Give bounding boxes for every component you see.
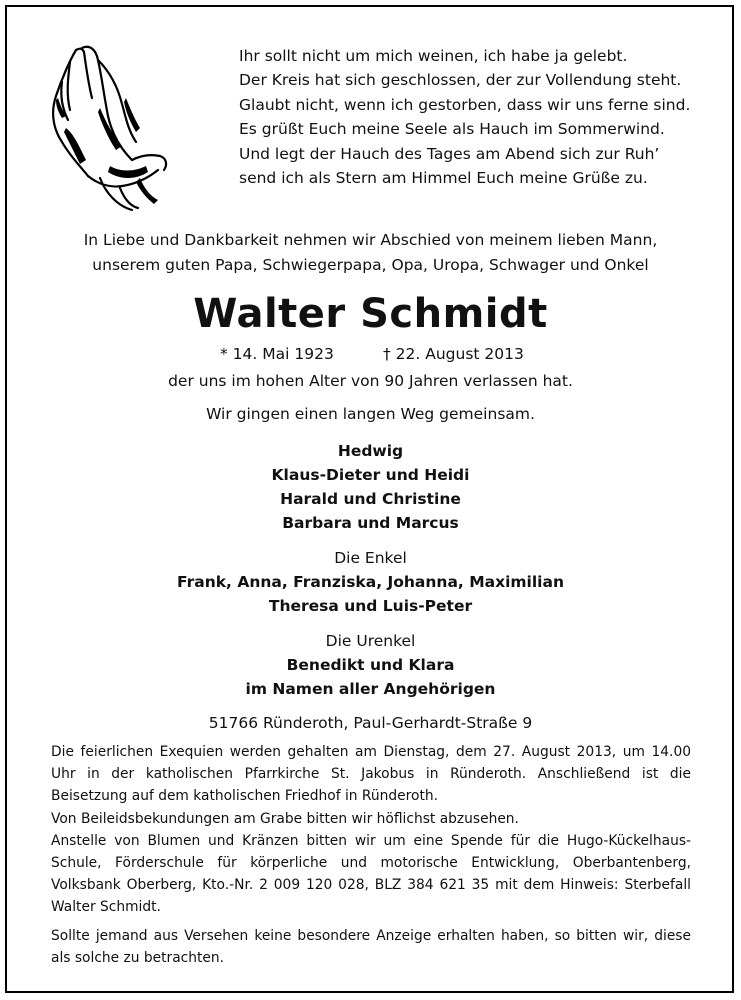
funeral-notice — [51, 741, 691, 969]
birth-date: * 14. Mai 1923 — [220, 345, 334, 363]
age-line: der uns im hohen Alter von 90 Jahren verlassen hat. — [168, 372, 573, 390]
intro-text — [0, 228, 741, 277]
poem-line: Und legt der Hauch des Tages am Abend sich zur Ruh’ — [239, 144, 660, 163]
poem-line: Ihr sollt nicht um mich weinen, ich habe ja gelebt. — [239, 47, 628, 65]
funeral-details: Die feierlichen Exequien werden gehalten am Dienstag, dem 27. August 2013, um 14.00 Uhr in der katholischen Pfarrkirche St. Jakobus in Ründeroth. Anschließend ist die Beisetzung auf dem katholischen Friedhof in Ründeroth. — [51, 744, 691, 805]
great-grandchildren-names: Benedikt und Klara — [286, 656, 455, 674]
condolence-request: Von Beileidsbekundungen am Grabe bitten wir höflichst abzusehen. — [51, 810, 519, 827]
address: 51766 Ründeroth, Paul-Gerhardt-Straße 9 — [208, 714, 533, 732]
poem-line: send ich als Stern am Himmel Euch meine Grüße zu. — [239, 169, 648, 188]
intro-line: unserem guten Papa, Schwiegerpapa, Opa, Uropa, Schwager und Onkel — [92, 255, 649, 274]
motto: Wir gingen einen langen Weg gemeinsam. — [206, 405, 535, 423]
relatives-line: im Namen aller Angehörigen — [245, 680, 496, 698]
deceased-name: Walter Schmidt — [193, 291, 548, 337]
death-date: † 22. August 2013 — [383, 345, 524, 363]
family-list — [0, 439, 741, 701]
family-member: Klaus-Dieter und Heidi — [271, 466, 470, 484]
family-member: Hedwig — [337, 442, 404, 460]
poem-line: Der Kreis hat sich geschlossen, der zur Vollendung steht. — [239, 71, 682, 90]
poem-line: Glaubt nicht, wenn ich gestorben, dass wir uns ferne sind. — [239, 95, 691, 114]
grandchildren-label: Die Enkel — [334, 549, 407, 567]
family-member: Barbara und Marcus — [282, 514, 459, 532]
family-member: Harald und Christine — [280, 490, 461, 508]
donation-request: Anstelle von Blumen und Kränzen bitten wir um eine Spende für die Hugo-Kückelhaus-Schule, Förderschule für körperliche und motorische Entwicklung, Oberbantenberg, Volksbank Oberberg, Kto.-Nr. 2 009 120 028, BLZ 384 621 35 mit dem Hinweis: Sterbefall Walter Schmidt. — [51, 832, 691, 916]
intro-line: In Liebe und Dankbarkeit nehmen wir Abschied von meinem lieben Mann, — [83, 231, 658, 249]
great-grandchildren-label: Die Urenkel — [325, 632, 416, 650]
grandchildren-names: Frank, Anna, Franziska, Johanna, Maximilian — [177, 573, 564, 591]
grandchildren-names: Theresa und Luis-Peter — [268, 597, 473, 615]
poem-line: Es grüßt Euch meine Seele als Hauch im Sommerwind. — [239, 120, 665, 139]
praying-hands-icon — [40, 38, 175, 218]
closing-note: Sollte jemand aus Versehen keine besondere Anzeige erhalten haben, so bitten wir, diese als solche zu betrachten. — [51, 927, 691, 966]
poem — [239, 44, 690, 190]
